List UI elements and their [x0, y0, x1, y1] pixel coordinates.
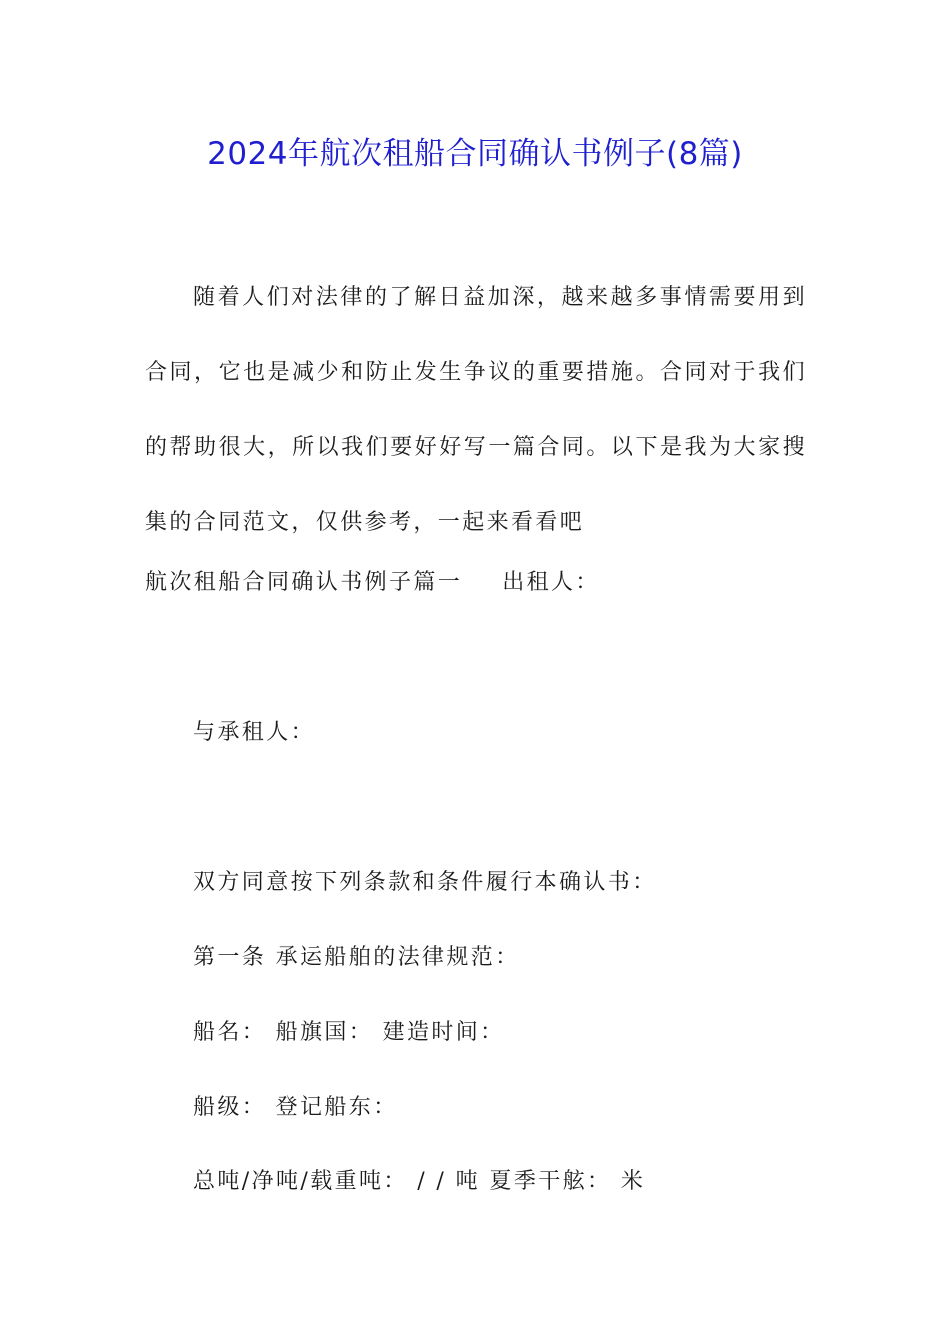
page-title: 2024年航次租船合同确认书例子(8篇) — [207, 136, 743, 172]
intro-paragraph: 随着人们对法律的了解日益加深，越来越多事情需要用到合同，它也是减少和防止发生争议的重要措施。合同对于我们的帮助很大，所以我们要好好写一篇合同。以下是我为大家搜集的合同范文，仅供参考，一起来看看吧 — [145, 285, 807, 535]
ship-info-line-1: 船名： 船旗国： 建造时间： — [193, 1020, 505, 1045]
agreement-clause: 双方同意按下列条款和条件履行本确认书： — [193, 870, 657, 895]
ship-info-line-2: 船级： 登记船东： — [193, 1095, 398, 1120]
lessor-label: 出租人： — [502, 570, 600, 595]
tonnage-line: 总吨/净吨/载重吨： / / 吨 夏季干舷： 米 — [193, 1169, 646, 1194]
lessee-label: 与承租人： — [193, 720, 316, 745]
section-heading-line — [145, 568, 600, 598]
section-heading: 航次租船合同确认书例子篇一 — [145, 570, 463, 595]
article-1-heading: 第一条 承运船舶的法律规范： — [193, 945, 520, 970]
